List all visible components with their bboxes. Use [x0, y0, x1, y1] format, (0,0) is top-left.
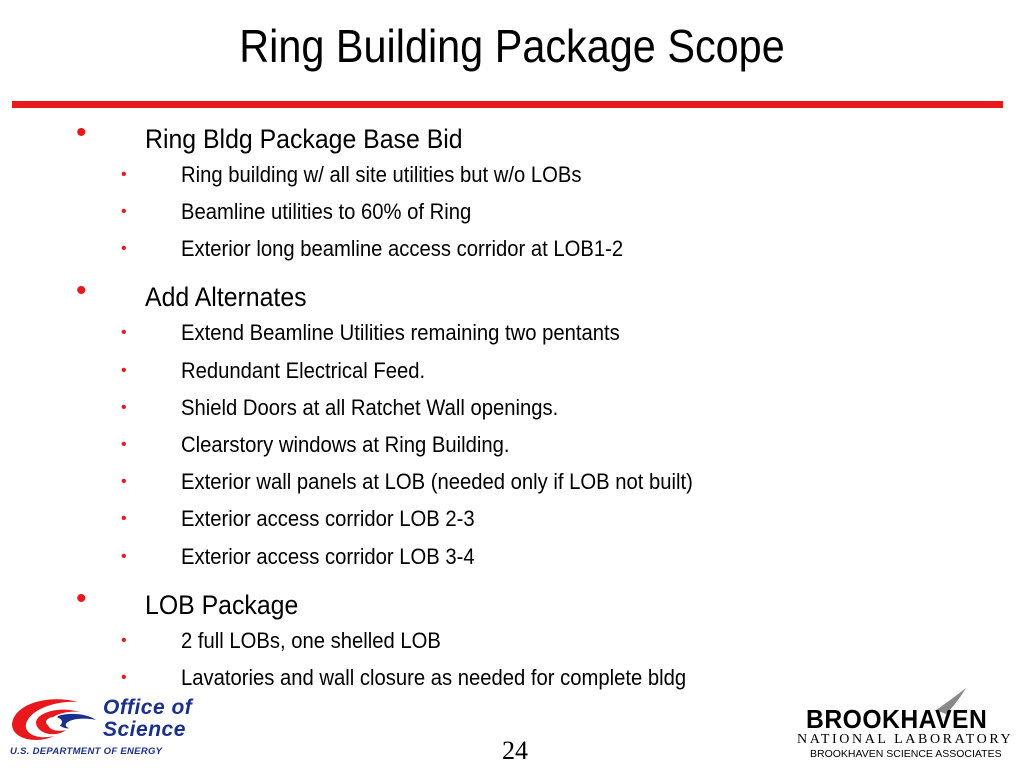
bullet-text: Ring Bldg Package Base Bid	[145, 124, 463, 154]
bullet-dot-icon: •	[121, 547, 127, 565]
page-number: 24	[502, 736, 528, 765]
bullet-text: Add Alternates	[145, 282, 307, 313]
bullet-text: Redundant Electrical Feed.	[181, 357, 426, 383]
doe-logo-line1: Office of	[103, 696, 193, 719]
bullet-dot-icon: •	[121, 631, 127, 649]
bullet-dot-icon: •	[121, 668, 127, 686]
bullet-dot-icon: •	[76, 274, 87, 308]
bnl-name: BROOKHAVEN	[806, 704, 988, 734]
bnl-subtitle: NATIONAL LABORATORY	[797, 732, 1014, 747]
bullet-text: Extend Beamline Utilities remaining two pentants	[181, 320, 620, 346]
bullet-text: Clearstory windows at Ring Building.	[181, 432, 510, 457]
bullet-dot-icon: •	[121, 324, 127, 342]
bullet-dot-icon: •	[76, 581, 87, 615]
bullet-text: Shield Doors at all Ratchet Wall openings.	[181, 394, 559, 420]
bullet-dot-icon: •	[121, 166, 127, 183]
bullet-text: Ring building w/ all site utilities but w/o LOBs	[181, 162, 582, 187]
doe-department-label: U.S. DEPARTMENT OF ENERGY	[10, 746, 163, 757]
bullet-text: Exterior access corridor LOB 3-4	[181, 543, 475, 569]
bnl-associates: BROOKHAVEN SCIENCE ASSOCIATES	[810, 748, 1002, 760]
bullet-text: Lavatories and wall closure as needed for complete bldg	[181, 664, 687, 690]
doe-swirl-icon	[8, 694, 100, 746]
bullet-dot-icon: •	[121, 436, 127, 453]
bullet-dot-icon: •	[121, 398, 127, 416]
bullet-dot-icon: •	[76, 116, 87, 149]
bullet-dot-icon: •	[121, 510, 127, 528]
bullet-text: Beamline utilities to 60% of Ring	[181, 199, 472, 225]
bullet-dot-icon: •	[121, 361, 127, 379]
bullet-text: Exterior access corridor LOB 2-3	[181, 506, 475, 532]
doe-logo-line2: Science	[103, 718, 186, 741]
slide-title: Ring Building Package Scope	[239, 20, 785, 72]
bullet-dot-icon: •	[121, 240, 127, 258]
doe-office-of-science-logo	[8, 694, 218, 764]
bullet-dot-icon: •	[121, 473, 127, 491]
bullet-text: LOB Package	[145, 589, 299, 620]
bullet-dot-icon: •	[121, 203, 127, 221]
brookhaven-logo	[786, 686, 1016, 766]
bullet-text: Exterior wall panels at LOB (needed only if LOB not built)	[181, 469, 693, 495]
bullet-text: Exterior long beamline access corridor at LOB1-2	[181, 236, 624, 262]
bullet-text: 2 full LOBs, one shelled LOB	[181, 627, 441, 653]
